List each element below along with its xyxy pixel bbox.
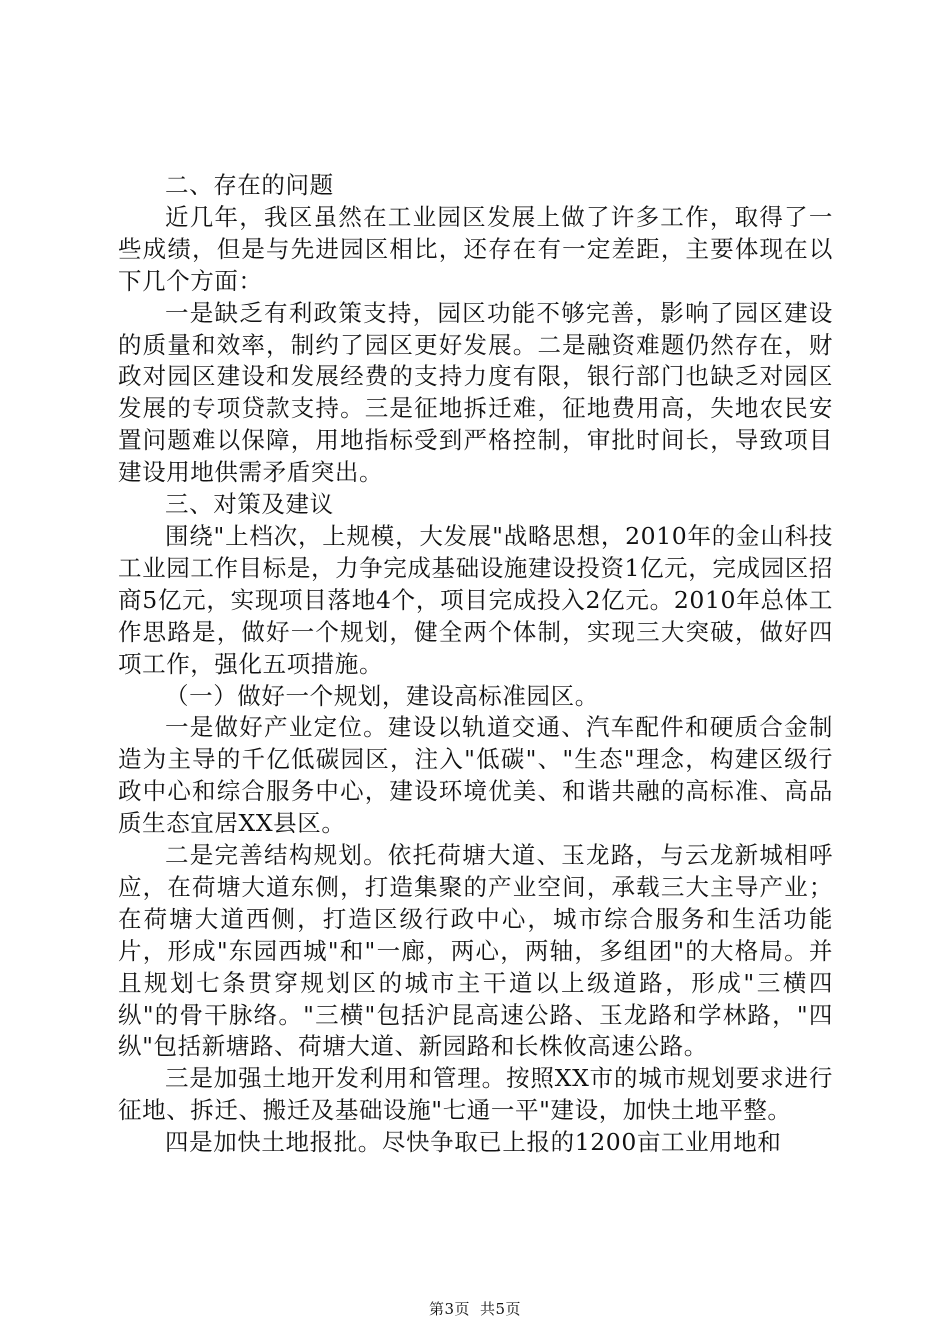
paragraph-problems: 一是缺乏有利政策支持，园区功能不够完善，影响了园区建设的质量和效率，制约了园区更好发展。二是融资难题仍然存在，财政对园区建设和发展经费的支持力度有限，银行部门也缺乏对园区发展的专项贷款支持。三是征地拆迁难，征地费用高，失地农民安置问题难以保障，用地指标受到严格控制，审批时间长，导致项目建设用地供需矛盾突出。: [118, 298, 833, 487]
subsection-heading-plan: （一）做好一个规划，建设高标准园区。: [165, 681, 599, 710]
paragraph-intro: 近几年，我区虽然在工业园区发展上做了许多工作，取得了一些成绩，但是与先进园区相比，还存在有一定差距，主要体现在以下几个方面：: [118, 202, 833, 295]
page-total: 共5页: [480, 1300, 522, 1318]
paragraph-land-approval: 四是加快土地报批。尽快争取已上报的1200亩工业用地和: [165, 1128, 782, 1157]
paragraph-land-development: 三是加强土地开发利用和管理。按照XX市的城市规划要求进行征地、拆迁、搬迁及基础设施"七通一平"建设，加快土地平整。: [118, 1064, 833, 1125]
section-heading-problems: 二、存在的问题: [165, 171, 334, 199]
paragraph-industry-positioning: 一是做好产业定位。建设以轨道交通、汽车配件和硬质合金制造为主导的千亿低碳园区，注入"低碳"、"生态"理念，构建区级行政中心和综合服务中心，建设环境优美、和谐共融的高标准、高品质生态宜居XX县区。: [118, 713, 833, 838]
page-number: 第3页: [428, 1300, 470, 1318]
paragraph-goals: 围绕"上档次，上规模，大发展"战略思想，2010年的金山科技工业园工作目标是，力争完成基础设施建设投资1亿元，完成园区招商5亿元，实现项目落地4个，项目完成投入2亿元。2010年总体工作思路是，做好一个规划，健全两个体制，实现三大突破，做好四项工作，强化五项措施。: [118, 521, 833, 678]
page-footer: [0, 1300, 950, 1318]
document-body: [118, 170, 833, 1159]
paragraph-structure-planning: 二是完善结构规划。依托荷塘大道、玉龙路，与云龙新城相呼应，在荷塘大道东侧，打造集聚的产业空间，承载三大主导产业；在荷塘大道西侧，打造区级行政中心，城市综合服务和生活功能片，形成"东园西城"和"一廊，两心，两轴，多组团"的大格局。并且规划七条贯穿规划区的城市主干道以上级道路，形成"三横四纵"的骨干脉络。"三横"包括沪昆高速公路、玉龙路和学林路，"四纵"包括新塘路、荷塘大道、新园路和长株攸高速公路。: [118, 841, 833, 1061]
section-heading-measures: 三、对策及建议: [165, 490, 334, 519]
